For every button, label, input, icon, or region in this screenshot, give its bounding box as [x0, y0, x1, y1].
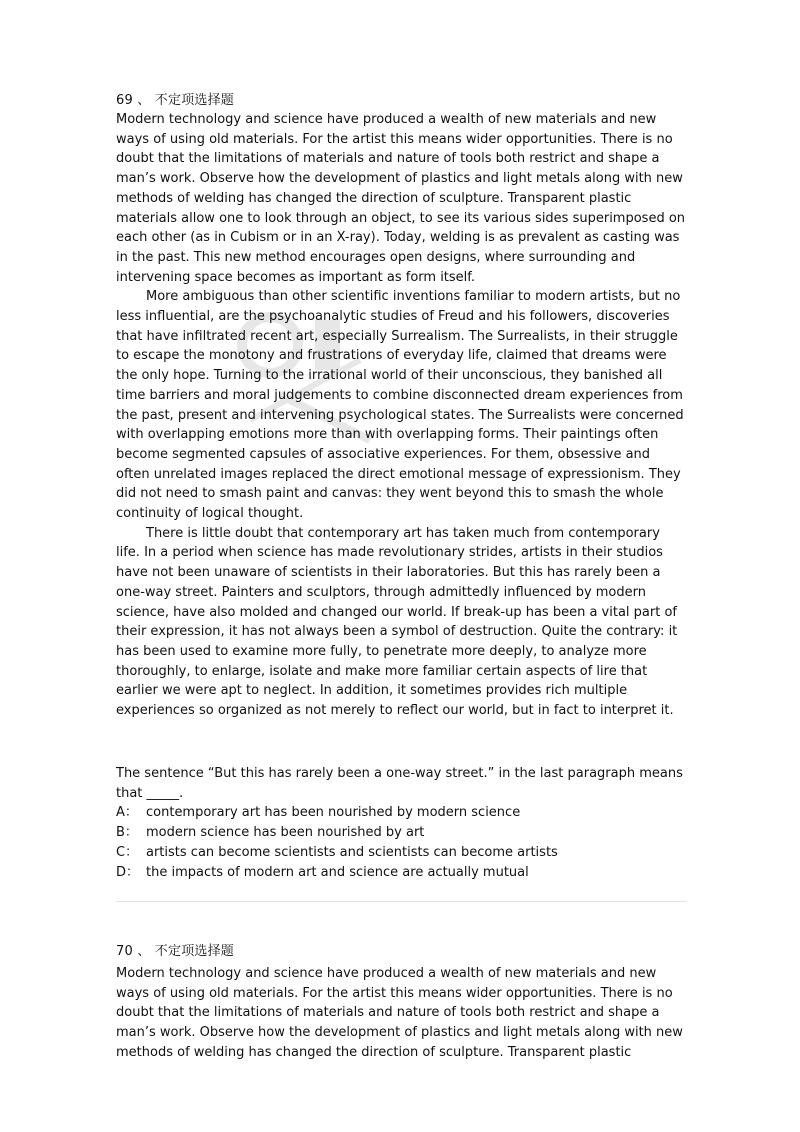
passage-paragraph: There is little doubt that contemporary art has taken much from contemporary life. In a period when science has made revolutionary strides, artists in their studios have not been unaware of scientists in their laboratories. But this has rarely been a one-way street. Painters and sculptors, through admittedly influenced by modern science, have also molded and changed our world. If break-up has been a vital part of their expression, it has not always been a symbol of destruction. Quite the contrary: it has been used to examine more fully, to penetrate more deeply, to analyze more thoroughly, to enlarge, isolate and make more familiar certain aspects of lire that earlier we were apt to neglect. In addition, it sometimes provides rich multiple experiences so organized as not merely to reflect our world, but in fact to interpret it.: [116, 525, 678, 719]
passage-paragraph: More ambiguous than other scientific inventions familiar to modern artists, but no less influential, are the psychoanalytic studies of Freud and his followers, discoveries that have infiltrated recent art, especially Surrealism. The Surrealists, in their struggle to escape the monotony and frustrations of everyday life, claimed that dreams were the only hope. Turning to the irrational world of their unconscious, they banished all time barriers and moral judgements to combine disconnected dream experiences from the past, present and intervening psychological states. The Surrealists were concerned with overlapping emotions more than with overlapping forms. Their paintings often become segmented capsules of associative experiences. For them, obsessive and often unrelated images replaced the direct emotional message of expressionism. They did not need to smash paint and canvas: they went beyond this to smash the whole continuity of logical thought.: [116, 289, 684, 522]
passage-paragraph: Modern technology and science have produced a wealth of new materials and new ways of using old materials. For the artist this means wider opportunities. There is no doubt that the limitations of materials and nature of tools both restrict and shape a man’s work. Observe how the development of plastics and light metals along with new methods of welding has changed the direction of sculpture. Transparent plastic materials allow one to look through an object, to see its various sides superimposed on each other (as in Cubism or in an X-ray). Today, welding is as prevalent as casting was in the past. This new method encourages open designs, where surrounding and intervening space becomes as important as form itself.: [116, 112, 686, 285]
option-a[interactable]: [116, 803, 520, 823]
option-text: modern science has been nourished by art: [146, 825, 425, 840]
option-text: the impacts of modern art and science are actually mutual: [146, 865, 529, 880]
option-key: A：: [116, 805, 138, 820]
option-key: D：: [116, 865, 140, 880]
question-69-prompt: The sentence “But this has rarely been a one-way street.” in the last paragraph means that _____.: [116, 766, 683, 801]
option-c[interactable]: [116, 843, 558, 863]
option-b[interactable]: [116, 823, 424, 843]
question-69-passage: [116, 110, 686, 721]
passage-paragraph: Modern technology and science have produced a wealth of new materials and new ways of using old materials. For the artist this means wider opportunities. There is no doubt that the limitations of materials and nature of tools both restrict and shape a man’s work. Observe how the development of plastics and light metals along with new methods of welding has changed the direction of sculpture. Transparent plastic: [116, 966, 683, 1060]
question-69-header: 69 、 不定项选择题: [116, 93, 235, 108]
option-text: contemporary art has been nourished by modern science: [146, 805, 521, 820]
option-text: artists can become scientists and scientists can become artists: [146, 845, 558, 860]
question-70-passage: [116, 964, 686, 1063]
option-key: B：: [116, 825, 138, 840]
question-70-header: 70 、 不定项选择题: [116, 944, 235, 959]
question-divider: [116, 901, 686, 902]
option-key: C：: [116, 845, 139, 860]
option-d[interactable]: [116, 863, 529, 883]
